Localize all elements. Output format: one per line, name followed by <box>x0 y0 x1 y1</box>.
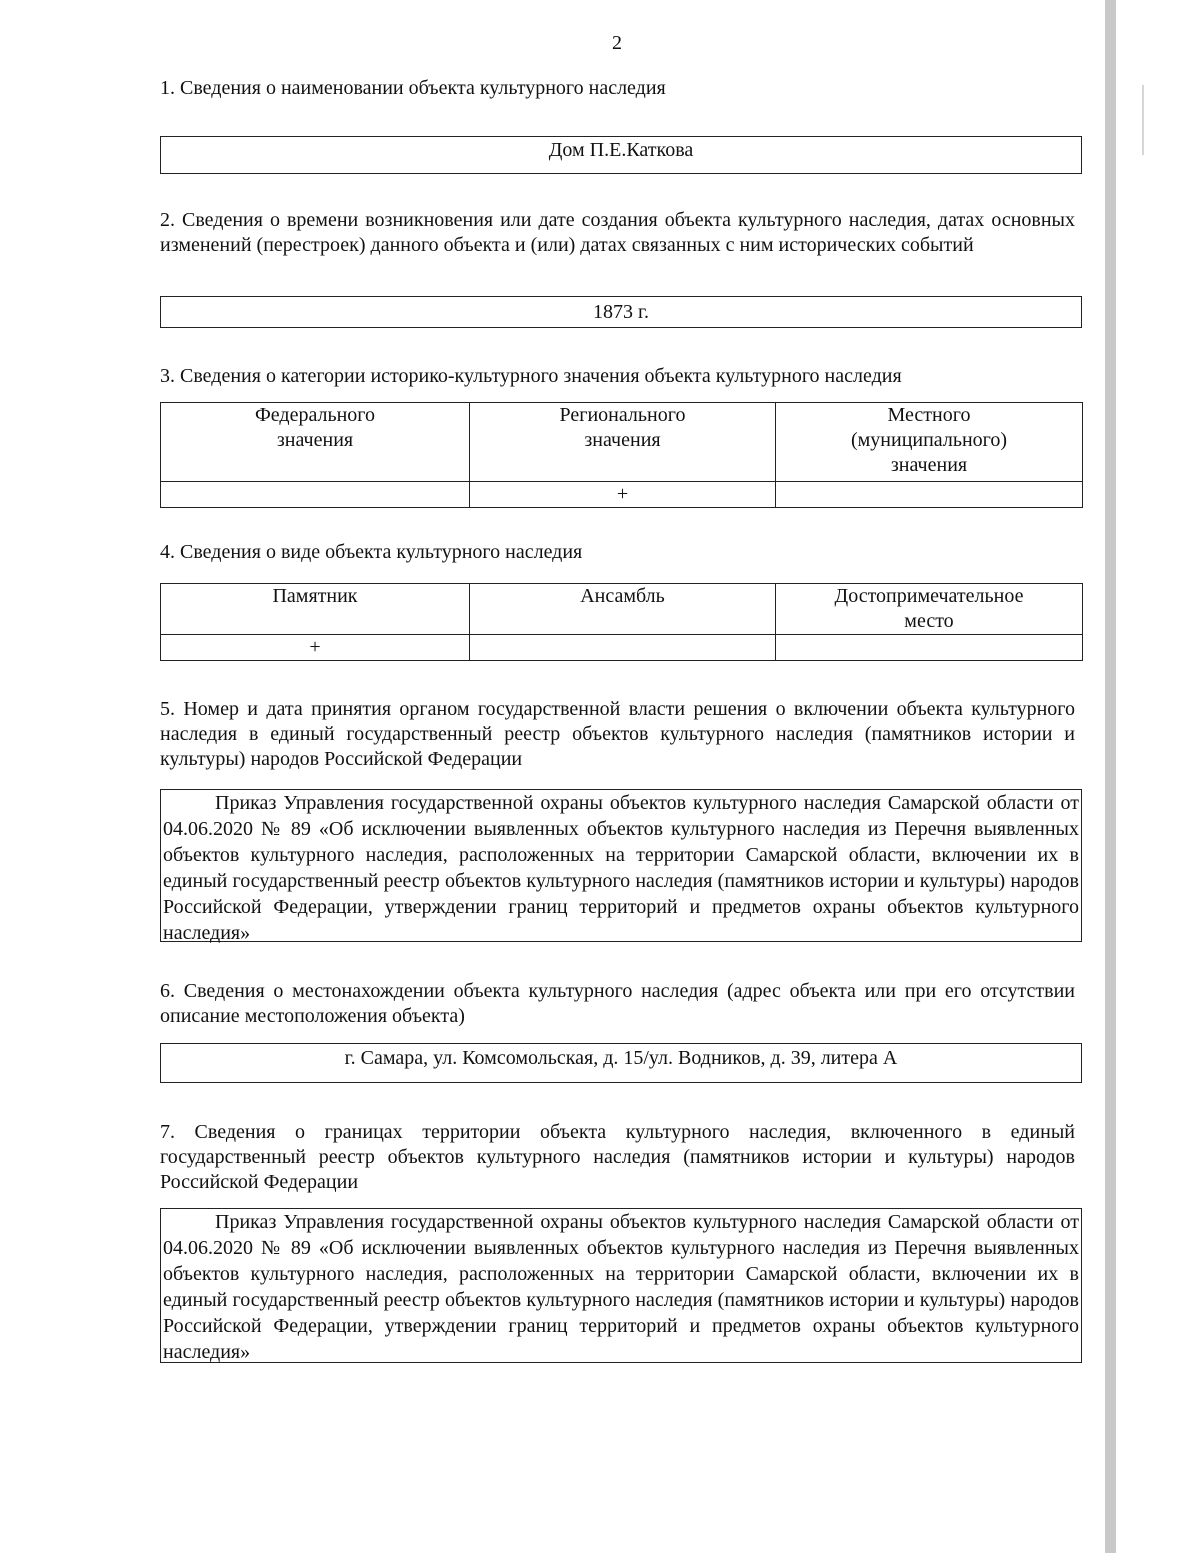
type-monument-header: Памятник <box>161 584 470 635</box>
section-7-heading: 7. Сведения о границах территории объекта культурного наследия, включенного в единый государственный реестр объектов культурного наследия (памятников истории и культуры) народов Российской Федерации <box>160 1121 1075 1193</box>
section-6-heading: 6. Сведения о местонахождении объекта культурного наследия (адрес объекта или при его отсутствии описание местоположения объекта) <box>160 980 1075 1027</box>
category-federal-mark <box>161 482 470 508</box>
category-local-label: Местного (муниципального) значения <box>850 404 1008 476</box>
object-name: Дом П.Е.Каткова <box>548 139 694 161</box>
type-landmark-label: Достопримечательное место <box>834 585 1024 632</box>
section-6-value-box <box>160 1043 1082 1083</box>
category-local-header <box>776 403 1083 482</box>
category-local-mark <box>776 482 1083 508</box>
object-address: г. Самара, ул. Комсомольская, д. 15/ул. Водников, д. 39, литера А <box>344 1047 898 1069</box>
section-2-heading: 2. Сведения о времени возникновения или дате создания объекта культурного наследия, датах основных изменений (перестроек) данного объекта и (или) датах связанных с ним исторических событий <box>160 209 1075 256</box>
type-table <box>160 583 1083 661</box>
category-federal-label: Федерального значения <box>254 404 376 451</box>
scan-edge <box>1105 0 1116 1553</box>
category-federal-header <box>161 403 470 482</box>
section-2-value-box <box>160 296 1082 328</box>
category-table <box>160 402 1083 508</box>
section-5-heading: 5. Номер и дата принятия органом государственной власти решения о включении объекта культурного наследия в единый государственный реестр объектов культурного наследия (памятников истории и культуры) народов Российской Федерации <box>160 698 1075 770</box>
type-landmark-mark <box>776 635 1083 661</box>
category-regional-mark: + <box>470 482 776 508</box>
territory-boundaries-box: Приказ Управления государственной охраны объектов культурного наследия Самарской области от 04.06.2020 № 89 «Об исключении выявленных объектов культурного наследия из Перечня выявленных объектов культурного наследия, расположенных на территории Самарской области, включении их в единый государственный реестр объектов культурного наследия (памятников истории и культуры) народов Российской Федерации, утверждении границ территорий и предметов охраны объектов культурного наследия» <box>160 1208 1082 1363</box>
section-1-value-box <box>160 136 1082 174</box>
section-1-heading: 1. Сведения о наименовании объекта культурного наследия <box>160 77 666 99</box>
type-monument-mark: + <box>161 635 470 661</box>
category-regional-header <box>470 403 776 482</box>
category-regional-label: Регионального значения <box>559 404 686 451</box>
section-4-heading: 4. Сведения о виде объекта культурного наследия <box>160 541 583 563</box>
page-number: 2 <box>612 32 622 54</box>
scan-mark <box>1142 85 1144 155</box>
type-ensemble-header: Ансамбль <box>470 584 776 635</box>
section-3-heading: 3. Сведения о категории историко-культурного значения объекта культурного наследия <box>160 365 902 387</box>
creation-date: 1873 г. <box>593 301 649 323</box>
type-ensemble-mark <box>470 635 776 661</box>
type-landmark-header <box>776 584 1083 635</box>
registry-decision-box: Приказ Управления государственной охраны объектов культурного наследия Самарской области от 04.06.2020 № 89 «Об исключении выявленных объектов культурного наследия из Перечня выявленных объектов культурного наследия, расположенных на территории Самарской области, включении их в единый государственный реестр объектов культурного наследия (памятников истории и культуры) народов Российской Федерации, утверждении границ территорий и предметов охраны объектов культурного наследия» <box>160 789 1082 942</box>
